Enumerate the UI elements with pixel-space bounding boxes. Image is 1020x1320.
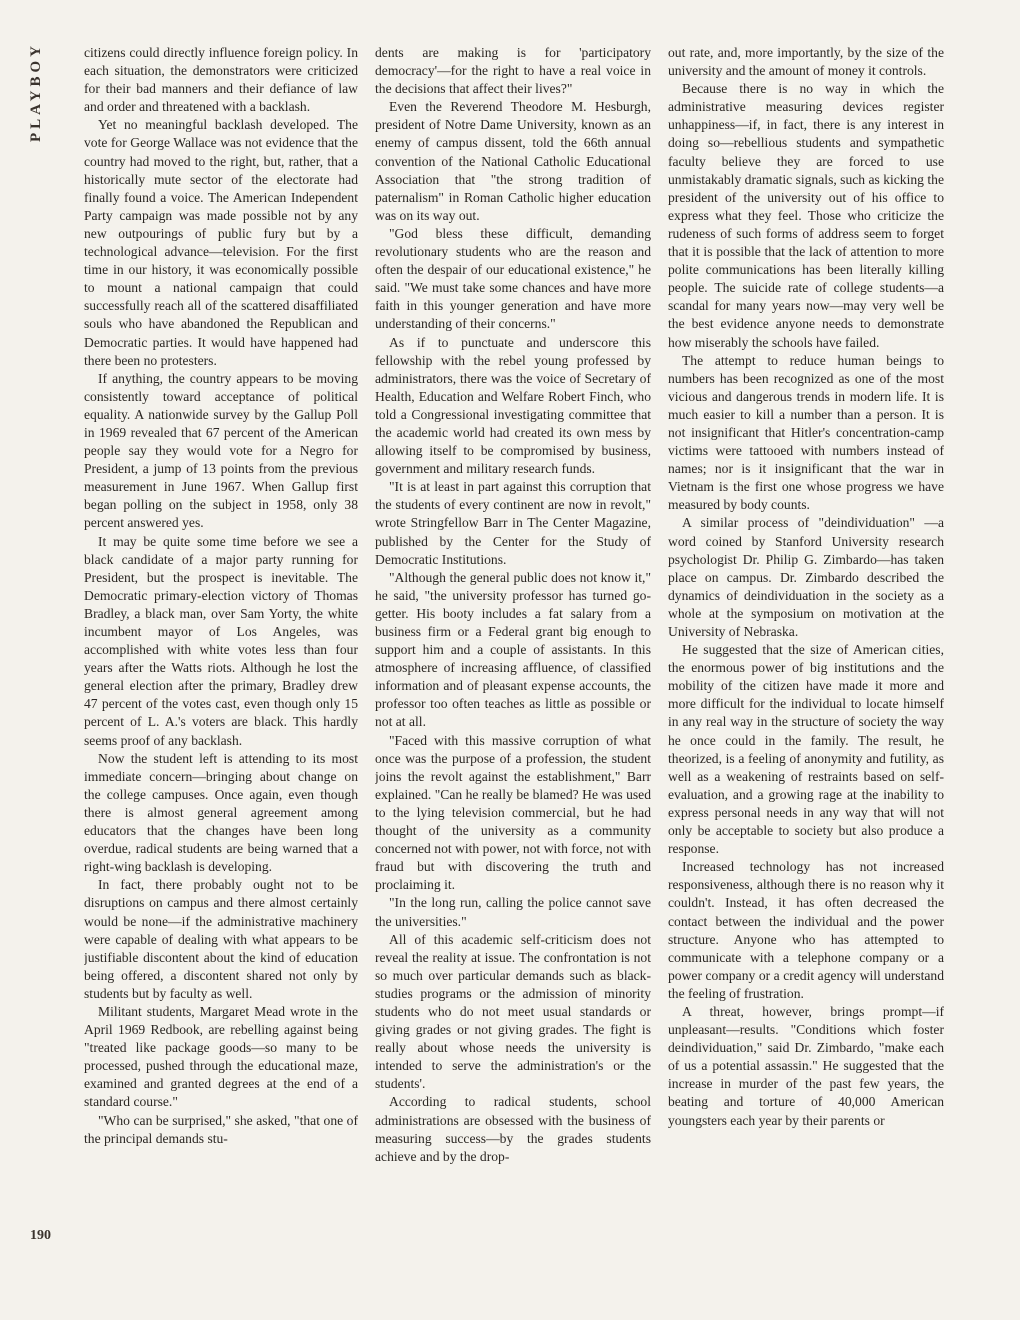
body-paragraph: The attempt to reduce human beings to numbers has been recognized as one of the most vicious and dangerous trends in modern life. It is much easier to kill a number than a person. It is not insignificant that Hitler's concentration-camp victims were tattooed with numbers instead of names; nor is it insignificant that the war in Vietnam is the first one whose progress we have measured by body counts.: [668, 352, 944, 513]
body-paragraph: Now the student left is attending to its most immediate concern—bringing about change on the college campuses. Once again, even though there is almost general agreement among educators that the changes have been long overdue, radical students are being warned that a right-wing backlash is developing.: [84, 750, 358, 875]
body-paragraph: Even the Reverend Theodore M. Hesburgh, president of Notre Dame University, known as an enemy of campus dissent, told the 66th annual convention of the National Catholic Educational Association that "the strong tradition of paternalism" in Roman Catholic higher education was on its way out.: [375, 99, 651, 223]
text-column-1: [84, 44, 358, 1264]
magazine-masthead: PLAYBOY: [28, 42, 44, 142]
body-paragraph: All of this academic self-criticism does not reveal the reality at issue. The confrontation is not so much over particular demands such as black-studies programs or the admission of minority students who do not meet usual standards or giving grades or not giving grades. The fight is really about whose needs the university is intended to serve the administration's or the students'.: [375, 931, 651, 1092]
body-paragraph: A threat, however, brings prompt—if unpleasant—results. "Conditions which foster deindividuation," said Dr. Zimbardo, "make each of us a potential assassin." He suggested that the increase in murder of the past few years, the beating and torture of 40,000 American youngsters each year by their parents or: [668, 1003, 944, 1128]
body-paragraph: "Who can be surprised," she asked, "that one of the principal demands stu-: [84, 1112, 358, 1146]
body-paragraph: As if to punctuate and underscore this fellowship with the rebel young professed by administrators, there was the voice of Secretary of Health, Education and Welfare Robert Finch, who told a Congressional investigating committee that the academic world had created its own mess by allowing itself to be compromised by business, government and military research funds.: [375, 334, 651, 477]
body-paragraph: citizens could directly influence foreign policy. In each situation, the demonstrators were criticized for their bad manners and their defiance of law and order and threatened with a backlash.: [84, 45, 358, 115]
body-paragraph: "God bless these difficult, demanding revolutionary students who are the reason and often the despair of our educational existence," he said. "We must take some chances and have more faith in this younger generation and have more understanding of their concerns.": [375, 225, 651, 332]
body-paragraph: If anything, the country appears to be moving consistently toward acceptance of political equality. A nationwide survey by the Gallup Poll in 1969 revealed that 67 percent of the American people say they would vote for a Negro for President, a jump of 13 points from the previous measurement in June 1967. When Gallup first began polling on the subject in 1958, only 38 percent answered yes.: [84, 370, 358, 531]
body-paragraph: "Faced with this massive corruption of what once was the purpose of a profession, the student joins the revolt against the establishment," Barr explained. "Can he really be blamed? He was used to the lying television commercial, but he had thought of the university as a community concerned not with power, not with force, not with fraud but with discovering the truth and proclaiming it.: [375, 732, 651, 893]
body-paragraph: Yet no meaningful backlash developed. The vote for George Wallace was not evidence that the country had moved to the right, but, rather, that a historically mute sector of the electorate had finally found a voice. The American Independent Party campaign was made possible not by any new outpourings of public fury but by a technological advance—television. For the first time in our history, it was economically possible to mount a national campaign that could successfully reach all of the scattered disaffiliated souls who have abandoned the Republican and Democratic parties. It would have happened had there been no protesters.: [84, 117, 358, 368]
body-paragraph: dents are making is for 'participatory democracy'—for the right to have a real voice in the decisions that affect their lives?": [375, 45, 651, 97]
body-paragraph: A similar process of "deindividuation" —a word coined by Stanford University research psychologist Dr. Philip G. Zimbardo—has taken place on campus. Dr. Zimbardo described the dynamics of deindividuation in the society as a whole at the symposium on motivation at the University of Nebraska.: [668, 515, 944, 639]
page-number: 190: [30, 1228, 51, 1243]
body-paragraph: He suggested that the size of American cities, the enormous power of big institutions and the mobility of the citizen have made it more and more difficult for the individual to locate himself in any real way in the structure of society the way he once could in the family. The result, he theorized, is a feeling of anonymity and futility, as well as a weakening of restraints based on self-evaluation, and a growing rage at the inability to express personal needs in any way that will not only be acceptable to society but also produce a response.: [668, 642, 944, 857]
text-column-2: [375, 44, 651, 1264]
body-paragraph: "It is at least in part against this corruption that the students of every continent are now in revolt," wrote Stringfellow Barr in The Center Magazine, published by the Center for the Study of Democratic Institutions.: [375, 479, 651, 567]
body-paragraph: Because there is no way in which the administrative measuring devices register unhappiness—if, in fact, there is any interest in doing so—rebellious students and sympathetic faculty believe they are forced to use unmistakably dramatic signals, such as kicking the president of the university out of his office to express what they feel. Those who criticize the rudeness of such forms of address seem to forget that it is possible that the lack of attention to more polite communications has been literally killing people. The suicide rate of college students—a scandal for many years now—may very well be the best evidence anyone needs to demonstrate how miserably the schools have failed.: [668, 81, 944, 350]
body-paragraph: out rate, and, more importantly, by the size of the university and the amount of money it controls.: [668, 45, 944, 79]
body-paragraph: According to radical students, school administrations are obsessed with the business of measuring success—by the grades students achieve and by the drop-: [375, 1094, 651, 1164]
body-paragraph: In fact, there probably ought not to be disruptions on campus and there almost certainly would be none—if the administrative machinery were capable of dealing with what appears to be justifiable discontent about the kind of education being offered, a discontent shared not only by students but by faculty as well.: [84, 877, 358, 1001]
body-paragraph: "Although the general public does not know it," he said, "the university professor has turned go-getter. His booty includes a fat salary from a business firm or a Federal grant big enough to support him and a couple of assistants. In this atmosphere of increasing affluence, of classified information and of pleasant expense accounts, the professor too often teaches as little as possible or not at all.: [375, 569, 651, 730]
body-paragraph: Militant students, Margaret Mead wrote in the April 1969 Redbook, are rebelling against being "treated like package goods—so many to be processed, pushed through the educational maze, examined and granted degrees at the end of a standard course.": [84, 1003, 358, 1110]
body-paragraph: Increased technology has not increased responsiveness, although there is no reason why it couldn't. Instead, it has often decreased the contact between the individual and the power structure. Anyone who has attempted to communicate with a telephone company or a power company or a credit agency will understand the feeling of frustration.: [668, 859, 944, 1001]
body-paragraph: It may be quite some time before we see a black candidate of a major party running for President, but the prospect is inevitable. The Democratic primary-election victory of Thomas Bradley, a black man, over Sam Yorty, the white incumbent mayor of Los Angeles, was accomplished with white votes less than four years after the Watts riots. Although he lost the general election after the primary, Bradley drew 47 percent of the votes cast, even though only 15 percent of L. A.'s voters are black. This hardly seems proof of any backlash.: [84, 533, 358, 748]
body-paragraph: "In the long run, calling the police cannot save the universities.": [375, 895, 651, 929]
text-column-3: [668, 44, 944, 1264]
